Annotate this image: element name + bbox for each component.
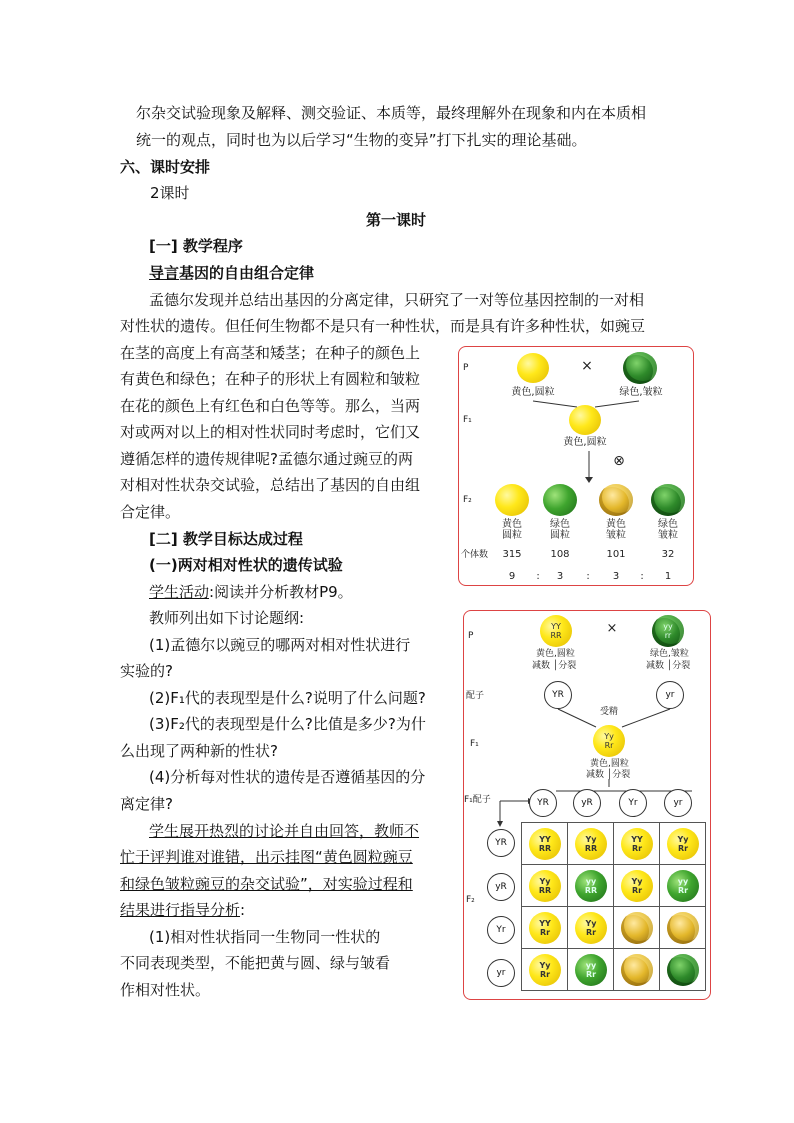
intro-heading [149, 263, 314, 283]
label-f1-gamete: F₁配子 [464, 795, 491, 805]
para-line: 合定律。 [120, 503, 181, 521]
punnett-cell: Yy Rr [660, 823, 706, 865]
cross-symbol: × [581, 358, 593, 374]
discussion-line-last [120, 900, 245, 920]
punnett-cell: yy Rr [568, 949, 614, 991]
student-activity [149, 582, 353, 602]
label-f1: F₁ [470, 739, 479, 749]
teacher-outline: 教师列出如下讨论题纲: [149, 609, 305, 627]
f1-gamete-row-1: YR [487, 829, 515, 857]
punnett-cell: YY Rr [522, 907, 568, 949]
f1-gamete-row-2: yR [487, 873, 515, 901]
discussion-line: 忙于评判谁对谁错，出示挂图“黄色圆粒豌豆 [120, 848, 413, 866]
punnett-cell: yy RR [568, 865, 614, 907]
figure-genotype-cross [463, 610, 711, 1000]
meiosis-3: 减数 │分裂 [586, 770, 631, 780]
question-3-cont: 么出现了两种新的性状? [120, 742, 278, 760]
note-line: 作相对性状。 [120, 981, 211, 999]
punnett-cell: Yy Rr [568, 907, 614, 949]
pea-f1-yellow-round [569, 405, 601, 435]
intro-heading-underlined: 导言 [149, 264, 180, 282]
f1-gamete-col-1: YR [529, 789, 557, 817]
label-p: P [468, 631, 474, 641]
student-activity-text: :阅读并分析教材P9。 [209, 583, 353, 601]
subsection-1-heading: (一)两对相对性状的遗传试验 [149, 556, 343, 574]
discussion-line: 结果进行指导分析 [120, 901, 241, 919]
class-hours: 2课时 [150, 184, 190, 202]
punnett-cell [660, 907, 706, 949]
f1-gamete-col-3: Yr [619, 789, 647, 817]
para-line: 孟德尔发现并总结出基因的分离定律，只研究了一对等位基因控制的一对相 [149, 291, 645, 309]
label-p: P [463, 363, 469, 373]
figure-phenotype-cross [458, 346, 694, 586]
count-4: 32 [661, 549, 675, 560]
parent1-label: 黄色,圆粒 [511, 387, 555, 398]
question-3: (3)F₂代的表现型是什么?比值是多少?为什 [149, 715, 426, 733]
ratio-item: 3 [556, 571, 564, 582]
f1-genotype: Yy Rr [604, 732, 614, 750]
label-f2: F₂ [463, 495, 472, 505]
count-label: 个体数 [461, 550, 489, 560]
punnett-cell [614, 949, 660, 991]
student-activity-label: 学生活动 [149, 583, 210, 601]
f2-label-1: 黄色 圆粒 [502, 519, 522, 541]
discussion-line: 学生展开热烈的讨论并自由回答，教师不 [149, 822, 420, 840]
parent2-label: 绿色,皱粒 [619, 387, 663, 398]
self-cross-symbol: ⊗ [613, 453, 625, 469]
ratio-item: : [640, 571, 644, 582]
para-line: 有黄色和绿色；在种子的形状上有圆粒和皱粒 [120, 370, 421, 388]
gamete-yr: yr [656, 681, 684, 709]
label-f2: F₂ [466, 895, 475, 905]
f2-label-4: 绿色 皱粒 [658, 519, 678, 541]
part-1-heading: [一] 教学程序 [149, 237, 243, 255]
part-2-heading: [二] 教学目标达成过程 [149, 530, 303, 548]
ratio-item: 9 [508, 571, 516, 582]
question-4-cont: 离定律? [120, 795, 173, 813]
intro-heading-rest: 基因的自由组合定律 [179, 264, 315, 282]
note-line: 不同表现类型，不能把黄与圆、绿与皱看 [120, 954, 391, 972]
f1-gamete-row-3: Yr [487, 916, 515, 944]
punnett-cell: Yy Rr [522, 949, 568, 991]
count-3: 101 [606, 549, 626, 560]
f1-gamete-row-4: yr [487, 959, 515, 987]
ratio-item: 1 [664, 571, 672, 582]
para-line: 对或两对以上的相对性状同时考虑时，它们又 [120, 423, 421, 441]
ratio-item: : [586, 571, 590, 582]
label-f1: F₁ [463, 415, 472, 425]
count-1: 315 [502, 549, 522, 560]
f1-gamete-col-2: yR [573, 789, 601, 817]
lesson-title: 第一课时 [366, 211, 427, 229]
intro-line-1: 尔杂交试验现象及解释、测交验证、本质等，最终理解外在现象和内在本质相 [136, 104, 647, 122]
question-2: (2)F₁代的表现型是什么?说明了什么问题? [149, 689, 426, 707]
question-4: (4)分析每对性状的遗传是否遵循基因的分 [149, 768, 426, 786]
punnett-cell [660, 949, 706, 991]
ratio-item: : [536, 571, 540, 582]
para-line: 对相对性状杂交试验，总结出了基因的自由组 [120, 476, 421, 494]
para-line: 对性状的遗传。但任何生物都不是只有一种性状，而是具有许多种性状，如豌豆 [120, 317, 646, 335]
parent2-genotype: yy rr [663, 622, 673, 640]
f1-label: 黄色,圆粒 [563, 437, 607, 448]
question-1-cont: 实验的? [120, 662, 173, 680]
discussion-colon: : [240, 901, 246, 919]
para-line: 在茎的高度上有高茎和矮茎；在种子的颜色上 [120, 344, 421, 362]
f2-label-2: 绿色 圆粒 [550, 519, 570, 541]
cross-symbol: × [606, 621, 618, 636]
section-6-heading: 六、课时安排 [120, 158, 211, 176]
note-line: (1)相对性状指同一生物同一性状的 [149, 928, 381, 946]
f2-label-3: 黄色 皱粒 [606, 519, 626, 541]
punnett-cell: YY RR [522, 823, 568, 865]
intro-line-2: 统一的观点，同时也为以后学习“生物的变异”打下扎实的理论基础。 [136, 131, 587, 149]
pea-f2-yellow-wrinkled [599, 484, 633, 516]
para-line: 遵循怎样的遗传规律呢?孟德尔通过豌豆的两 [120, 450, 413, 468]
punnett-cell: yy Rr [660, 865, 706, 907]
punnett-cell: Yy RR [522, 865, 568, 907]
label-gamete: 配子 [466, 691, 485, 701]
punnett-cell: YY Rr [614, 823, 660, 865]
gamete-YR: YR [544, 681, 572, 709]
f1-gamete-col-4: yr [664, 789, 692, 817]
parent1-genotype: YY RR [550, 622, 562, 640]
para-line: 在花的颜色上有红色和白色等等。那么，当两 [120, 397, 421, 415]
discussion-line: 和绿色皱粒豌豆的杂交试验”，对实验过程和 [120, 875, 413, 893]
pea-f2-green-round [543, 484, 577, 516]
ratio-item: 3 [612, 571, 620, 582]
pea-f2-green-wrinkled [651, 484, 685, 516]
count-2: 108 [550, 549, 570, 560]
pea-f2-yellow-round [495, 484, 529, 516]
punnett-square [521, 822, 706, 991]
punnett-cell: Yy Rr [614, 865, 660, 907]
f1-phenotype: 黄色,圆粒 [590, 759, 629, 769]
punnett-cell: Yy RR [568, 823, 614, 865]
parent1-phenotype: 黄色,圆粒 [536, 649, 575, 659]
question-1: (1)孟德尔以豌豆的哪两对相对性状进行 [149, 636, 411, 654]
parent2-phenotype: 绿色,皱粒 [650, 649, 689, 659]
fertilization-label: 受精 [600, 707, 619, 717]
meiosis-1: 减数 │分裂 [532, 661, 577, 671]
meiosis-2: 减数 │分裂 [646, 661, 691, 671]
punnett-cell [614, 907, 660, 949]
